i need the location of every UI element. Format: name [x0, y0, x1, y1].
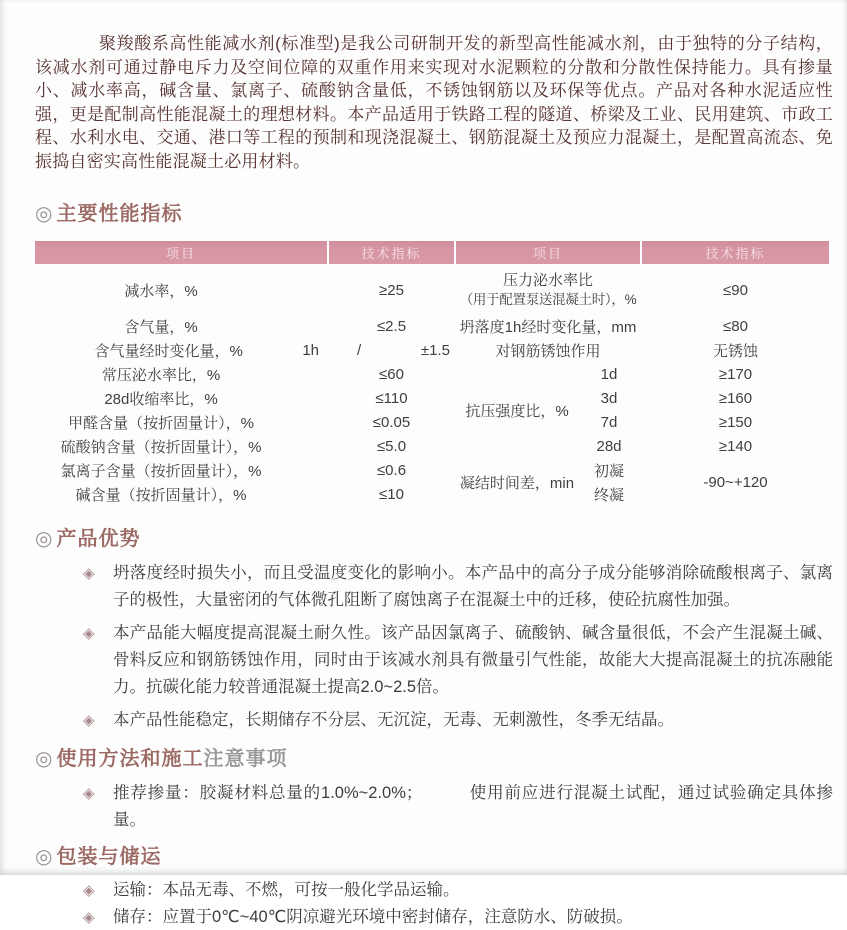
- table-cell: 坍落度1h经时变化量，mm: [459, 318, 637, 336]
- table-cell: 氯离子含量（按折固量计），%: [60, 462, 262, 480]
- section-marker-icon: ◎: [35, 203, 53, 225]
- list-item: [35, 707, 833, 734]
- diamond-bullet-icon: ◈: [83, 882, 95, 899]
- setting-sub-cell: 初凝: [593, 462, 624, 480]
- strength-label: 抗压强度比，%: [465, 402, 569, 420]
- table-cell-slash: /: [357, 341, 362, 359]
- table-group-setting-time: [456, 458, 640, 506]
- table-cell: 对钢筋锈蚀作用: [495, 342, 601, 360]
- table-cell: ≤0.05: [372, 413, 411, 431]
- col-header-item-right: 项目: [456, 241, 640, 264]
- advantages-list: [35, 560, 833, 734]
- table-col-item-left: [35, 266, 327, 506]
- table-cell: -90~+120: [703, 473, 768, 491]
- section-heading-packaging: [35, 844, 833, 870]
- table-cell: 常压泌水率比，%: [101, 366, 221, 384]
- advantage-text: 坍落度经时损失小，而且受温度变化的影响小。本产品中的高分子成分能够消除硫酸根离子、氯离子的极性，大量密闭的气体微孔阻断了腐蚀离子在混凝土中的迁移，使砼抗腐性加强。: [113, 564, 833, 609]
- table-cell: [35, 338, 327, 362]
- usage-dosage-text: 推荐掺量：胶凝材料总量的1.0%~2.0%；: [113, 784, 423, 802]
- col-header-spec-left: 技术指标: [329, 241, 454, 264]
- section-title-usage: 使用方法和施工: [56, 748, 204, 770]
- setting-sub-cell: 终凝: [593, 486, 624, 504]
- intro-paragraph: 聚羧酸系高性能减水剂(标准型)是我公司研制开发的新型高性能减水剂，由于独特的分子结构，该减水剂可通过静电斥力及空间位障的双重作用来实现对水泥颗粒的分散和分散性保持能力。具有掺量小、减水率高，碱含量、氯离子、硫酸钠含量低，不锈蚀钢筋以及环保等优点。产品对各种水泥适应性强，更是配制高性能混凝土的理想材料。本产品适用于铁路工程的隧道、桥梁及工业、民用建筑、市政工程、水利水电、交通、港口等工程的预制和现浇混凝土、钢筋混凝土及预应力混凝土，是配置高流态、免振捣自密实高性能混凝土必用材料。: [35, 34, 833, 171]
- age-cell: 28d: [596, 437, 622, 455]
- usage-list: [35, 780, 833, 834]
- usage-trial-text: 使用前应进行混凝土试配，通过试验确定具体掺量。: [113, 784, 833, 829]
- table-cell: 碱含量（按折固量计），%: [75, 486, 247, 504]
- age-cell: 1d: [600, 365, 618, 383]
- setting-time-label: 凝结时间差，min: [459, 474, 575, 492]
- table-cell: ≥160: [718, 389, 753, 407]
- table-cell: 含气量，%: [124, 318, 198, 336]
- packaging-list: [35, 878, 833, 930]
- list-item: [35, 620, 833, 701]
- section-heading-usage: [35, 746, 833, 772]
- diamond-bullet-icon: ◈: [83, 785, 95, 802]
- diamond-bullet-icon: ◈: [83, 625, 95, 642]
- table-col-spec-left: [329, 266, 454, 506]
- table-cell: ≥140: [718, 437, 753, 455]
- setting-time-subs: [578, 458, 640, 506]
- table-cell: ≥150: [718, 413, 753, 431]
- section-title-performance: 主要性能指标: [56, 203, 183, 225]
- table-group-strength: [456, 362, 640, 458]
- table-cell: 甲醛含量（按折固量计），%: [68, 414, 254, 432]
- table-header-row: [35, 241, 829, 264]
- table-cell: ≥25: [379, 281, 404, 299]
- section-marker-icon: ◎: [35, 528, 53, 550]
- advantage-text: 本产品性能稳定，长期储存不分层、无沉淀，无毒、无刺激性，冬季无结晶。: [113, 711, 674, 729]
- section-heading-advantages: [35, 526, 833, 552]
- col-header-spec-right: 技术指标: [642, 241, 829, 264]
- table-cell: 减水率，%: [124, 282, 198, 300]
- list-item: [35, 560, 833, 614]
- table-cell: [456, 266, 640, 314]
- section-marker-icon: ◎: [35, 748, 53, 770]
- transport-text: 运输：本品无毒、不燃，可按一般化学品运输。: [113, 881, 460, 899]
- table-cell: ≤2.5: [376, 317, 407, 335]
- table-cell: ≤80: [723, 317, 748, 335]
- table-body: [35, 264, 829, 506]
- table-cell: ≤60: [379, 365, 404, 383]
- col-header-item-left: 项目: [35, 241, 327, 264]
- table-cell: ≤10: [379, 485, 404, 503]
- table-cell: ≤0.6: [376, 461, 407, 479]
- list-item: [35, 905, 833, 930]
- table-cell: 硫酸钠含量（按折固量计），%: [60, 438, 262, 456]
- table-cell: ≤110: [375, 389, 408, 407]
- age-cell: 3d: [600, 389, 618, 407]
- section-heading-performance: [35, 201, 833, 227]
- strength-ages: [578, 362, 640, 458]
- table-col-spec-right: [642, 266, 829, 506]
- age-cell: 7d: [600, 413, 618, 431]
- section-title-usage-faded: 注意事项: [203, 748, 288, 770]
- section-title-advantages: 产品优势: [56, 528, 141, 550]
- diamond-bullet-icon: ◈: [83, 909, 95, 926]
- table-cell: 无锈蚀: [712, 342, 758, 360]
- section-marker-icon: ◎: [35, 846, 53, 868]
- table-cell-line2: （用于配置泵送混凝土时），%: [459, 292, 637, 307]
- list-item: [35, 878, 833, 903]
- table-cell: ≤5.0: [376, 437, 407, 455]
- diamond-bullet-icon: ◈: [83, 565, 95, 582]
- list-item: [35, 780, 833, 834]
- table-cell: 28d收缩率比，%: [104, 390, 218, 408]
- table-col-item-right: [456, 266, 640, 506]
- section-title-packaging: 包装与储运: [56, 846, 162, 868]
- advantage-text: 本产品能大幅度提高混凝土耐久性。该产品因氯离子、硫酸钠、碱含量很低，不会产生混凝土碱、骨料反应和钢筋锈蚀作用，同时由于该减水剂具有微量引气性能，故能大大提高混凝土的抗冻融能力。抗碳化能力较普通混凝土提高2.0~2.5倍。: [113, 624, 833, 696]
- performance-table: [35, 241, 829, 506]
- table-cell: [329, 338, 454, 362]
- table-cell-value: ±1.5: [420, 341, 450, 359]
- diamond-bullet-icon: ◈: [83, 712, 95, 729]
- table-cell-text: 含气量经时变化量，%: [94, 342, 243, 360]
- table-cell: ≥170: [718, 365, 753, 383]
- table-cell: ≤90: [723, 281, 748, 299]
- storage-text: 储存：应置于0℃~40℃阴凉避光环境中密封储存，注意防水、防破损。: [113, 908, 633, 926]
- table-cell-line1: 压力泌水率比: [502, 272, 593, 289]
- table-cell-subitem: 1h: [302, 341, 319, 359]
